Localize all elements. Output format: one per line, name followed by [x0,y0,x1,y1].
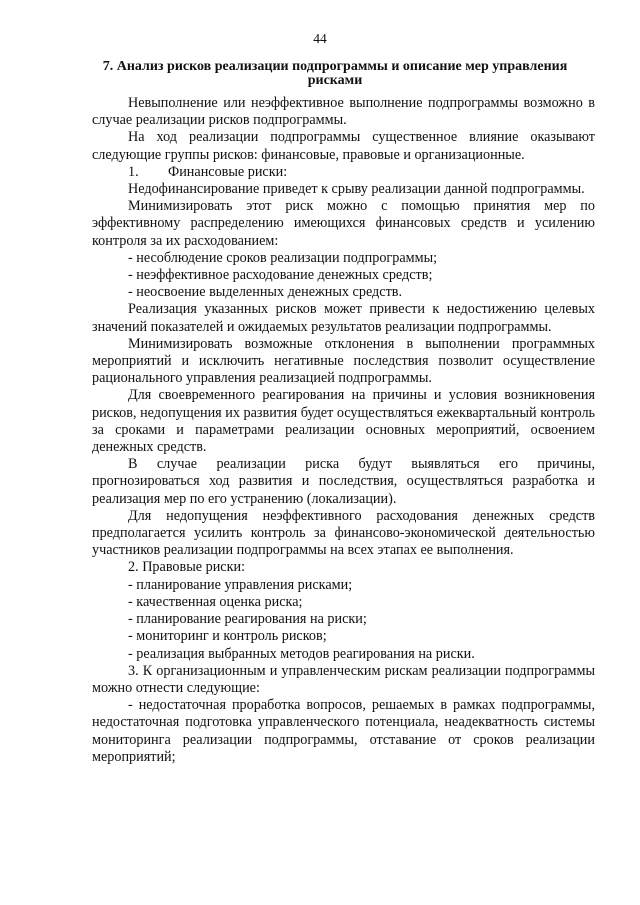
paragraph: Для своевременного реагирования на причины и условия возникновения рисков, недопущения их развития будет осуществляться ежеквартальный контроль за сроками и параметрами реализации основных мероприятий, освоением денежных средств. [92,387,595,456]
paragraph: - недостаточная проработка вопросов, решаемых в рамках подпрограммы, недостаточная подготовка управленческого потенциала, неадекватность системы мониторинга реализации подпрограммы, отставание от сроков реализации мероприятий; [92,697,595,765]
list-item: - планирование управления рисками; [128,576,353,593]
list-item: - несоблюдение сроков реализации подпрограммы; [128,249,438,266]
paragraph: В случае реализации риска будут выявляться его причины, прогнозироваться ход развития и последствия, осуществляться разработка и реализация мер по его устранению (локализации). [92,456,595,507]
list-item: - качественная оценка риска; [128,593,303,610]
section-title: 7. Анализ рисков реализации подпрограммы и описание мер управления рисками [102,59,568,88]
paragraph: 3. К организационным и управленческим рискам реализации подпрограммы можно отнести следующие: [92,662,595,696]
list-item: - реализация выбранных методов реагирования на риски. [128,645,475,662]
document-body [92,95,595,766]
paragraph: На ход реализации подпрограммы существенное влияние оказывают следующие группы рисков: финансовые, правовые и организационные. [92,129,595,163]
list-item: - планирование реагирования на риски; [128,611,367,628]
list-item: - мониторинг и контроль рисков; [128,628,327,645]
page-number: 44 [313,31,327,46]
paragraph: Минимизировать этот риск можно с помощью принятия мер по эффективному распределению имеющихся финансовых средств и усилению контроля за их расходованием: [92,198,595,249]
heading-text: Финансовые риски: [168,163,288,180]
paragraph: Невыполнение или неэффективное выполнение подпрограммы возможно в случае реализации рисков подпрограммы. [92,95,595,129]
paragraph: Для недопущения неэффективного расходования денежных средств предполагается усилить контроль за финансово-экономической деятельностью участников реализации подпрограммы на всех этапах ее выполнения. [92,507,595,559]
list-item: 2. Правовые риски: [128,559,246,576]
list-number: 1. [128,163,139,180]
paragraph: Минимизировать возможные отклонения в выполнении программных мероприятий и исключить негативные последствия позволит осуществление рационального управления реализацией подпрограммы. [92,335,595,387]
list-item: - неэффективное расходование денежных средств; [128,267,433,284]
paragraph: Недофинансирование приведет к срыву реализации данной подпрограммы. [128,181,585,198]
list-item: - неосвоение выделенных денежных средств. [128,284,403,301]
numbered-heading [92,164,595,181]
paragraph: Реализация указанных рисков может привести к недостижению целевых значений показателей и ожидаемых результатов реализации подпрограммы. [92,301,595,335]
